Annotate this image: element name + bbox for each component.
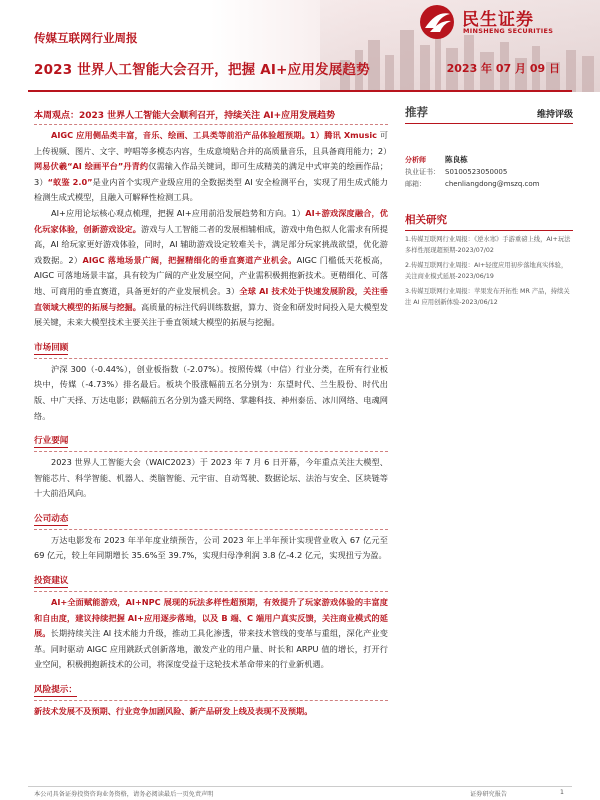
invest-heading: 投资建议 bbox=[34, 576, 69, 587]
related-list bbox=[405, 234, 573, 308]
paragraph-forum: AI+应用论坛核心观点梳理，把握 AI+应用前沿发展趋势和方向。1）AI+游戏深度融合，优化玩家体验，创新游戏设定。游戏与人工智能二者的发展相辅相成，游戏中角色拟人化需求有所提高，AI 给玩家更好游戏体验，同时，AI 辅助游戏设定较难关卡，满足部分玩家挑战欲望，优化游戏数据。2）AIGC 落地场景广阔，把握精细化的垂直赛道产业机会。AIGC 门槛低天花板高，AIGC 可落地场景丰富，具有较为广阔的产业发展空间，产业需积极拥抱新技术。更精细化、可落地、可商用的垂直赛道，具备更好的产业发展机会。3）全球 AI 技术处于快速发展阶段，关注垂直领域大模型的拓展与挖掘。高质量的标注代码训练数据，算力、资金和研发时间投入是大模型发展关键，未来大模型技术主要关注于垂直领域大模型的拓展与挖掘。 bbox=[34, 207, 388, 328]
cert-value: S0100523050005 bbox=[445, 168, 508, 176]
news-heading: 行业要闻 bbox=[34, 436, 69, 447]
analyst-row bbox=[405, 154, 573, 166]
company-logo bbox=[418, 4, 578, 40]
rating-row bbox=[405, 104, 573, 124]
related-item[interactable]: 1.传媒互联网行业周报：《逆水寒》手游重磅上线，AI+玩法多样性展现超预期-2023/07/02 bbox=[405, 236, 571, 254]
email-row bbox=[405, 178, 573, 190]
market-text: 沪深 300（-0.44%），创业板指数（-2.07%）。按照传媒（中信）行业分类，在所有行业板块中，传媒（-4.73%）排名最后。板块个股涨幅前五名分别为：东望时代、兰生股份、时代出版、中广天择、万达电影；跌幅前五名分别为盛天网络、掌趣科技、神州泰岳、冰川网络、电魂网络。 bbox=[34, 363, 388, 421]
divider bbox=[34, 124, 388, 125]
news-text: 2023 世界人工智能大会（WAIC2023）于 2023 年 7 月 6 日开幕，今年重点关注大模型、智能芯片、科学智能、机器人、类脑智能、元宇宙、自动驾驶、数据论坛、法治与安全、区块链等十大前沿风向。 bbox=[34, 457, 388, 499]
email-label: 邮箱： bbox=[405, 180, 426, 188]
company-heading: 公司动态 bbox=[34, 513, 69, 524]
rating-label: 推荐 bbox=[405, 105, 428, 119]
risk-text: 新技术发展不及预期、行业竞争加剧风险、新产品研发上线及表现不及预期。 bbox=[34, 706, 313, 717]
risk-heading: 风险提示： bbox=[34, 685, 77, 696]
page-number: 1 bbox=[560, 789, 564, 796]
footer-divider bbox=[28, 786, 572, 787]
analyst-name: 陈良栋 bbox=[445, 155, 468, 164]
risk-section bbox=[34, 677, 388, 719]
news-section bbox=[34, 428, 388, 502]
company-section bbox=[34, 506, 388, 564]
logo-mark-icon bbox=[418, 4, 456, 40]
market-section bbox=[34, 335, 388, 424]
viewpoint-heading: 本周观点：2023 世界人工智能大会顺利召开，持续关注 AI+应用发展趋势 bbox=[34, 111, 336, 121]
divider bbox=[34, 358, 388, 359]
related-item[interactable]: 3.传媒互联网行业周报：苹果发布开拓性 MR 产品，持续关注 AI 应用创新体验-2023/06/12 bbox=[405, 288, 570, 306]
market-heading: 市场回顾 bbox=[34, 342, 69, 353]
logo-text-cn: 民生证券 bbox=[462, 10, 534, 30]
sidebar bbox=[405, 104, 573, 312]
report-date: 2023 年 07 月 09 日 bbox=[446, 62, 560, 75]
footer-label: 证券研究报告 bbox=[470, 791, 508, 798]
analyst-label: 分析师 bbox=[405, 156, 426, 164]
divider bbox=[34, 700, 388, 701]
company-text: 万达电影发布 2023 年半年度业绩预告，公司 2023 年上半年预计实现营业收入 67 亿元至 69 亿元，较上年同期增长 35.6%至 39.7%，实现归母净利润 3.8 亿-4.2 亿元，实现扭亏为盈。 bbox=[34, 534, 388, 561]
related-heading: 相关研究 bbox=[405, 212, 573, 231]
report-title: 2023 世界人工智能大会召开，把握 AI+应用发展趋势 bbox=[34, 62, 370, 78]
cert-row bbox=[405, 166, 573, 178]
invest-text: AI+全面赋能游戏，AI+NPC 展现的玩法多样性超预期，有效提升了玩家游戏体验的丰富度和自由度，建议持续把握 AI+应用逐步落地，以及 B 端、C 端用户真实反馈，关注商业模式的延展。长期持续关注 AI 技术能力升级，推动工具化渗透，带来技术管线的变革与重组，深化产业变革。同时驱动 AIGC 应用跳跃式创新落地，激发产业的用户量、时长和 ARPU 值的增长，打开行业空间，积极拥抱新技术的公司，将深度受益于这轮技术革命带来的行业新机遇。 bbox=[34, 597, 388, 670]
report-type: 传媒互联网行业周报 bbox=[34, 31, 138, 45]
header-divider bbox=[28, 90, 572, 92]
footer-disclaimer: 本公司具备证券投资咨询业务资格，请务必阅读最后一页免责声明 bbox=[34, 791, 214, 798]
logo-text-en: MINSHENG SECURITIES bbox=[463, 27, 554, 35]
paragraph-aigc: AIGC 应用侧品类丰富，音乐、绘画、工具类等前沿产品体验超预期。1）腾讯 Xmusic 可上传视频、图片、文字、哼唱等多模态内容，生成意境贴合并的高质量音乐，且具备商用能力；2）网易伏羲“AI 绘画平台”丹青约仅需输入作品关键词，即可生成精美的满足中式审美的绘画作品；3）“蚁鉴 2.0”是业内首个实现产业级应用的全数据类型 AI 安全检测平台，实现了用生成式能力检测生成式模型，且融入可解释性检测工具。 bbox=[34, 130, 392, 203]
divider bbox=[34, 529, 388, 530]
email-value: chenliangdong@mszq.com bbox=[445, 180, 540, 188]
main-column bbox=[34, 108, 392, 719]
rating-value: 维持评级 bbox=[536, 110, 573, 120]
analyst-info bbox=[405, 154, 573, 190]
related-item[interactable]: 2.传媒互联网行业周报：AI+轻度应用初步落地真实体验，关注商业模式延展-2023/06/19 bbox=[405, 262, 568, 280]
header-banner bbox=[0, 0, 600, 92]
invest-section bbox=[34, 568, 388, 673]
divider bbox=[34, 451, 388, 452]
divider bbox=[34, 591, 388, 592]
cert-label: 执业证书： bbox=[405, 168, 440, 176]
